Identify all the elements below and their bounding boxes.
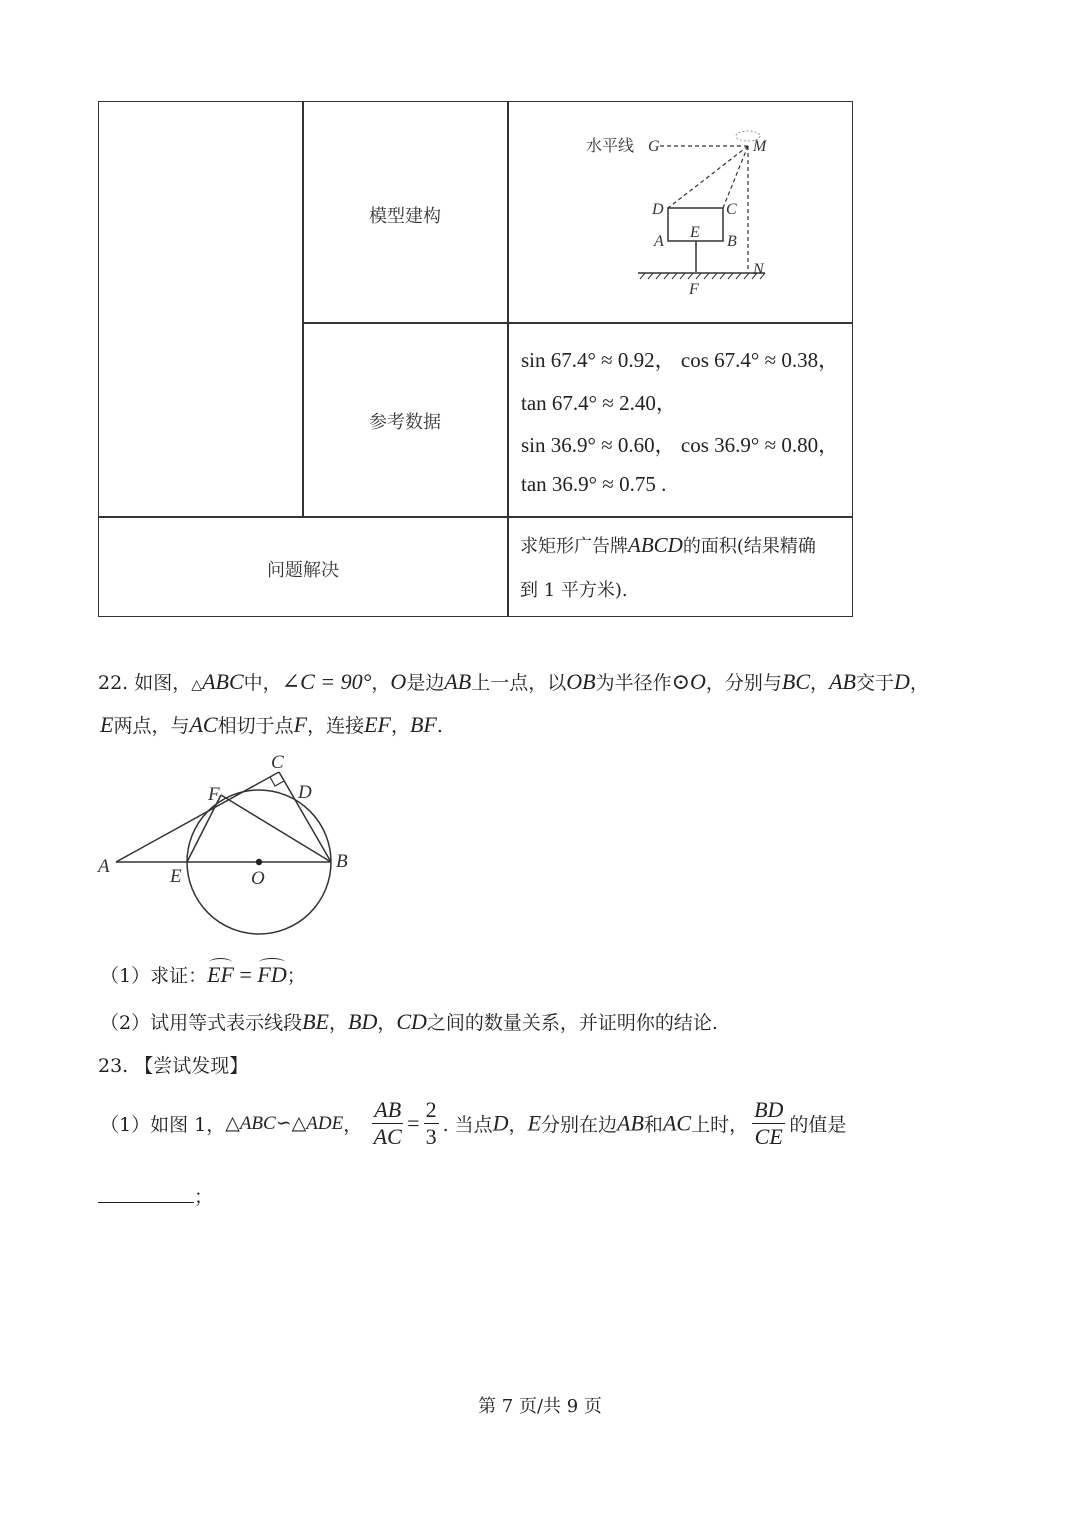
label-M: M xyxy=(753,138,767,155)
label-F: F xyxy=(208,784,220,805)
label-E: E xyxy=(690,224,700,241)
label-N: N xyxy=(753,261,764,278)
label-O: O xyxy=(251,868,265,889)
problem-text-line1: 求矩形广告牌ABCD的面积(结果精确 xyxy=(520,533,816,557)
problem-text-line2: 到 1 平方米). xyxy=(520,580,628,601)
answer-blank-line[interactable] xyxy=(98,1186,194,1203)
q23-answer-blank[interactable]: ； xyxy=(98,1182,213,1209)
center-dot xyxy=(256,859,262,865)
ref-line-4: tan 36.9° ≈ 0.75 . xyxy=(521,472,667,496)
label-G: G xyxy=(648,138,660,155)
table-divider xyxy=(98,516,853,518)
label-A: A xyxy=(98,856,110,877)
ref-label: 参考数据 xyxy=(369,412,441,433)
label-B: B xyxy=(336,851,348,872)
q23-title: 23. 【尝试发现】 xyxy=(98,1055,249,1077)
q22-line1: 22. 如图，△ABC中，∠C = 90°，O是边AB上一点，以OB为半径作⊙O，分别与BC，AB交于D， xyxy=(98,669,929,694)
q22-part2: （2）试用等式表示线段BE，BD，CD之间的数量关系，并证明你的结论. xyxy=(100,1009,718,1034)
label-A: A xyxy=(654,233,664,250)
label-D: D xyxy=(652,201,664,218)
table-divider xyxy=(507,101,509,617)
q22-part1: （1）求证：EF = FD； xyxy=(100,962,306,987)
q22-figure xyxy=(92,748,362,948)
segment-ef xyxy=(187,795,221,862)
problem-label: 问题解决 xyxy=(267,560,339,581)
model-figure xyxy=(580,124,820,304)
fraction-2-3: $\frac{2}{3}$ xyxy=(425,1097,437,1149)
label-D: D xyxy=(298,782,312,803)
q23-part1: （1）如图 1，△ABC∽△ADE， $\frac{AB}{AC}$ = $\frac{2}{3}$ . 当点D，E分别在边AB和AC上时， $\frac{BD}{CE}$ 的值是 xyxy=(100,1097,847,1149)
segment-ac xyxy=(116,772,279,862)
sight-line-md xyxy=(668,146,748,208)
label-C: C xyxy=(271,752,284,773)
label-horizontal: 水平线 xyxy=(586,138,635,155)
table-divider xyxy=(302,101,304,516)
ref-line-1: sin 67.4° ≈ 0.92， cos 67.4° ≈ 0.38， xyxy=(521,348,840,372)
page-footer: 第 7 页/共 9 页 xyxy=(478,1396,602,1417)
segment-fb xyxy=(221,795,331,862)
ref-line-2: tan 67.4° ≈ 2.40， xyxy=(521,391,677,415)
ref-line-3: sin 36.9° ≈ 0.60， cos 36.9° ≈ 0.80， xyxy=(521,433,840,457)
label-E: E xyxy=(170,866,182,887)
fraction-ab-ac: $\frac{AB}{AC}$ xyxy=(373,1097,402,1149)
model-label: 模型建构 xyxy=(369,206,441,227)
q22-line2: E两点，与AC相切于点F，连接EF，BF. xyxy=(100,712,443,737)
label-B: B xyxy=(727,233,737,250)
label-F: F xyxy=(689,281,699,298)
fraction-bd-ce: $\frac{BD}{CE}$ xyxy=(754,1097,784,1149)
table-divider xyxy=(302,322,853,324)
label-C: C xyxy=(726,201,737,218)
